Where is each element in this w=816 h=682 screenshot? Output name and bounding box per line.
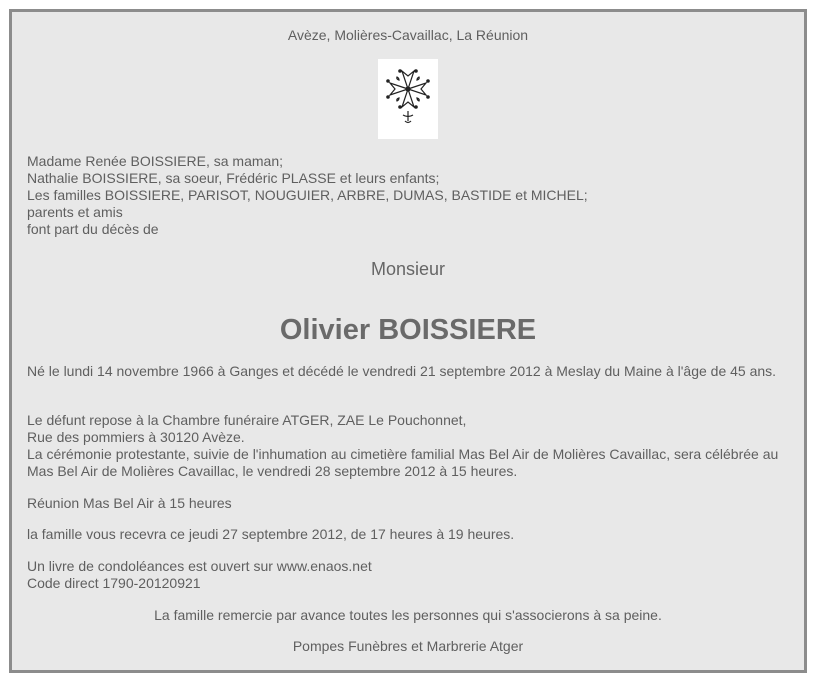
- arrangements-line: Rue des pommiers à 30120 Avèze.: [27, 429, 245, 445]
- arrangements-line: La cérémonie protestante, suivie de l'inhumation au cimetière familial Mas Bel Air de Molières Cavaillac, sera célébrée au Mas Bel Air de Molières Cavaillac, le vendredi 28 septembre 2012 à 15 heures.: [27, 446, 779, 479]
- reception-text: la famille vous recevra ce jeudi 27 septembre 2012, de 17 heures à 19 heures.: [27, 526, 515, 542]
- obituary-card: [9, 9, 807, 673]
- funeral-home: Pompes Funèbres et Marbrerie Atger: [292, 638, 524, 654]
- deceased-title: Monsieur: [370, 259, 446, 279]
- family-line: Les familles BOISSIERE, PARISOT, NOUGUIER, ARBRE, DUMAS, BASTIDE et MICHEL;: [27, 187, 588, 203]
- family-line: Nathalie BOISSIERE, sa soeur, Frédéric PLASSE et leurs enfants;: [27, 170, 440, 186]
- thanks-text: La famille remercie par avance toutes les personnes qui s'associerons à sa peine.: [154, 607, 662, 623]
- locations-header: Avèze, Molières-Cavaillac, La Réunion: [287, 27, 529, 43]
- condolences-code: Code direct 1790-20120921: [27, 575, 201, 591]
- condolences: [27, 558, 792, 592]
- family-announcement: [27, 153, 792, 238]
- huguenot-cross-icon: [378, 59, 438, 139]
- reunion-text: Réunion Mas Bel Air à 15 heures: [27, 495, 232, 511]
- family-line: Madame Renée BOISSIERE, sa maman;: [27, 153, 283, 169]
- family-line: parents et amis: [27, 204, 123, 220]
- arrangements-line: Le défunt repose à la Chambre funéraire ATGER, ZAE Le Pouchonnet,: [27, 412, 467, 428]
- condolences-line: Un livre de condoléances est ouvert sur www.enaos.net: [27, 558, 372, 574]
- family-line: font part du décès de: [27, 221, 159, 237]
- deceased-name: Olivier BOISSIERE: [279, 314, 537, 346]
- arrangements: [27, 412, 792, 480]
- birth-death-text: Né le lundi 14 novembre 1966 à Ganges et décédé le vendredi 21 septembre 2012 à Meslay du Maine à l'âge de 45 ans.: [27, 363, 777, 379]
- emblem-box: [378, 59, 438, 139]
